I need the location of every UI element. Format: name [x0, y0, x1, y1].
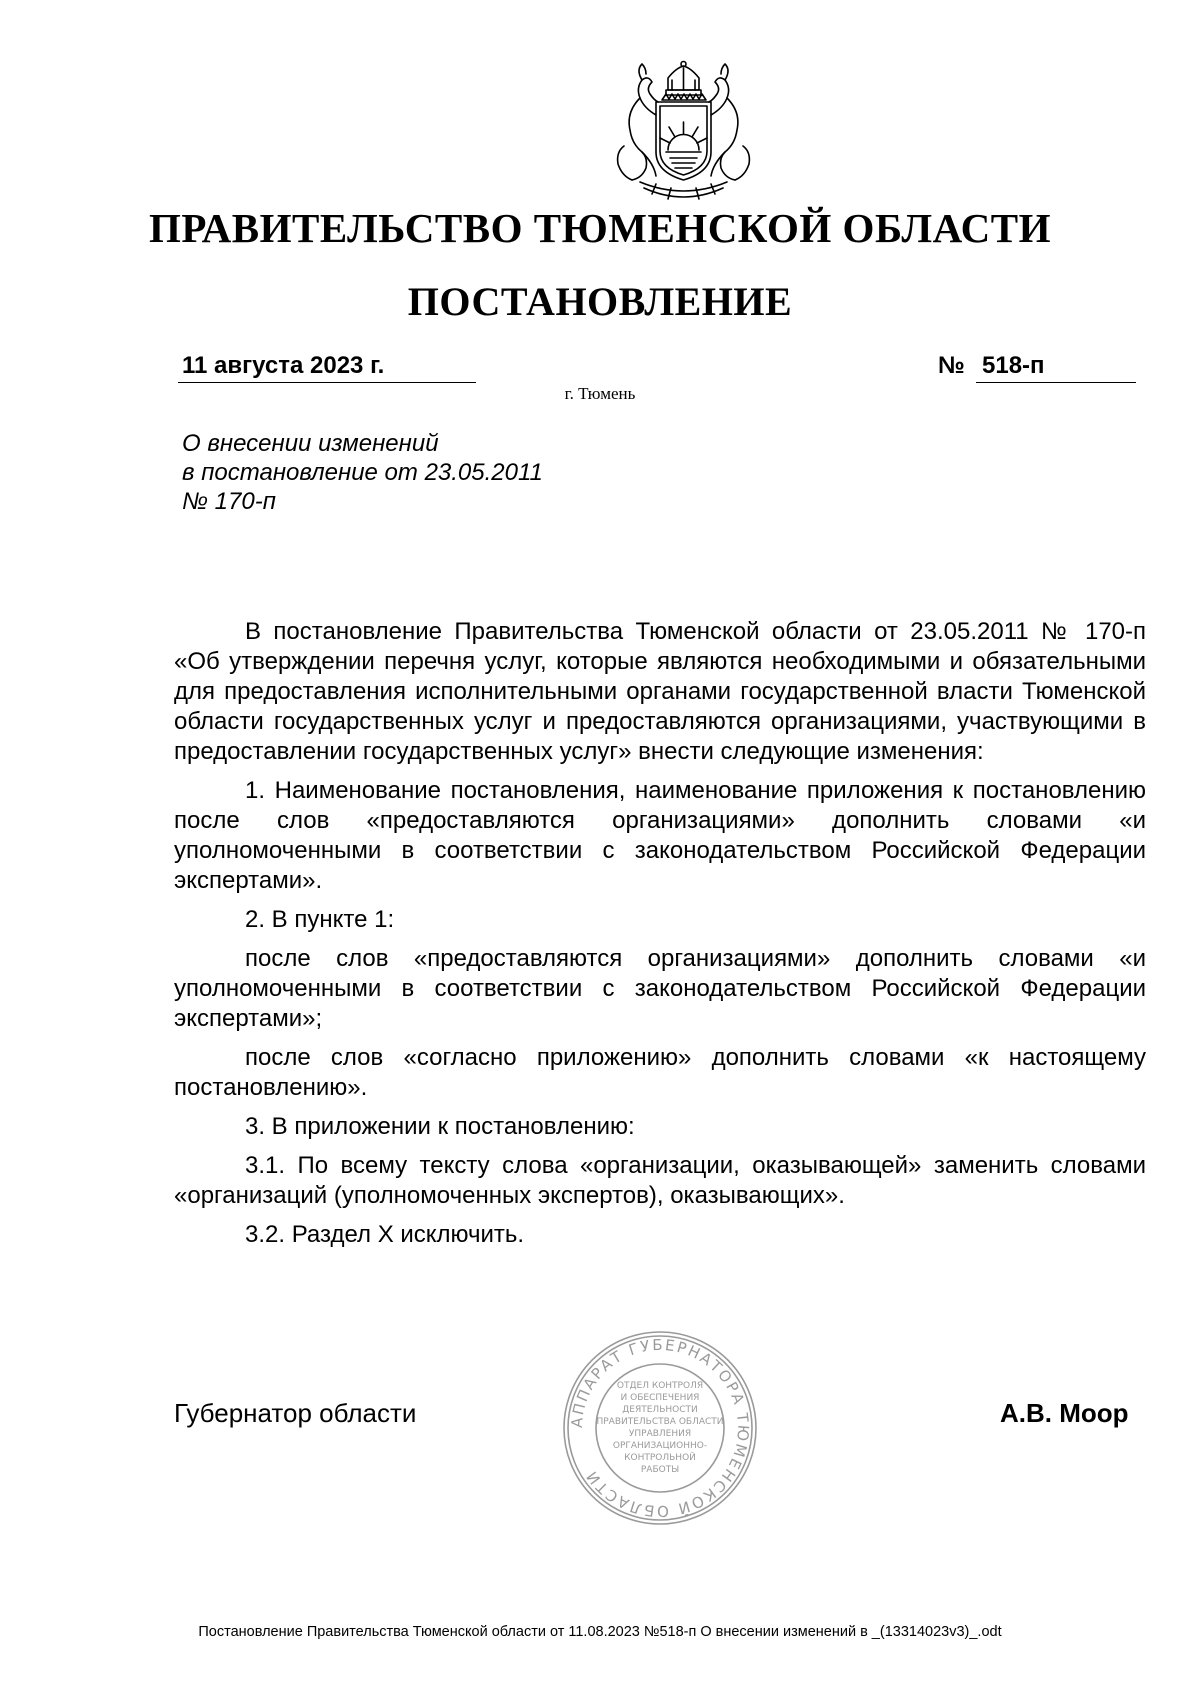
svg-text:ОРГАНИЗАЦИОННО-: ОРГАНИЗАЦИОННО-: [612, 1441, 708, 1451]
body-paragraph: 2. В пункте 1:: [245, 906, 395, 933]
document-city: г. Тюмень: [564, 384, 636, 403]
document-number-label: №: [938, 352, 965, 379]
svg-text:УПРАВЛЕНИЯ: УПРАВЛЕНИЯ: [628, 1429, 692, 1439]
body-paragraph: 1. Наименование постановления, наименование приложения к постановлению после слов «предоставляются организациями» дополнить словами «и уполномоченными в соответствии с законодательством Российской Федерации экспертами».: [174, 777, 1146, 894]
svg-text:ОТДЕЛ КОНТРОЛЯ: ОТДЕЛ КОНТРОЛЯ: [616, 1381, 704, 1391]
body-paragraph: 3.1. По всему тексту слова «организации, оказывающей» заменить словами «организаций (уполномоченных экспертов), оказывающих».: [174, 1152, 1146, 1209]
signatory-position: Губернатор области: [174, 1398, 417, 1428]
body-paragraph: 3.2. Раздел X исключить.: [245, 1221, 525, 1248]
body-paragraph: после слов «предоставляются организациями» дополнить словами «и уполномоченными в соответствии с законодательством Российской Федерации экспертами»;: [174, 945, 1146, 1032]
body-paragraph: 3. В приложении к постановлению:: [245, 1113, 635, 1140]
svg-text:РАБОТЫ: РАБОТЫ: [640, 1465, 680, 1475]
svg-text:ПРАВИТЕЛЬСТВА ОБЛАСТИ: ПРАВИТЕЛЬСТВА ОБЛАСТИ: [596, 1417, 724, 1427]
body-paragraph: после слов «согласно приложению» дополнить словами «к настоящему постановлению».: [174, 1044, 1146, 1101]
seal-ring-text: АППАРАТ ГУБЕРНАТОРА ТЮМЕНСКОЙ ОБЛАСТИ: [567, 1335, 753, 1521]
coat-of-arms-icon: [596, 60, 771, 205]
document-date: 11 августа 2023 г.: [178, 352, 476, 383]
signatory-name: А.В. Моор: [1000, 1398, 1129, 1428]
document-number: 518-п: [976, 352, 1136, 383]
svg-text:ДЕЯТЕЛЬНОСТИ: ДЕЯТЕЛЬНОСТИ: [622, 1405, 698, 1415]
document-subject: [182, 429, 682, 516]
government-title: ПРАВИТЕЛЬСТВО ТЮМЕНСКОЙ ОБЛАСТИ: [148, 205, 1051, 251]
document-type-title: ПОСТАНОВЛЕНИЕ: [407, 279, 793, 324]
svg-text:И ОБЕСПЕЧЕНИЯ: И ОБЕСПЕЧЕНИЯ: [620, 1393, 700, 1403]
subject-line: в постановление от 23.05.2011: [182, 459, 543, 486]
document-body: [174, 617, 1146, 1259]
file-footer: Постановление Правительства Тюменской области от 11.08.2023 №518-п О внесении изменений в _(13314023v3)_.odt: [198, 1624, 1002, 1640]
subject-line: № 170-п: [182, 488, 276, 515]
body-paragraph: В постановление Правительства Тюменской области от 23.05.2011 № 170-п «Об утверждении перечня услуг, которые являются необходимыми и обязательными для предоставления исполнительными органами государственной власти Тюменской области государственных услуг и предоставляются организациями, участвующими в предоставлении государственных услуг» внести следующие изменения:: [174, 618, 1146, 765]
official-seal-icon: [560, 1328, 760, 1528]
subject-line: О внесении изменений: [182, 430, 439, 457]
svg-text:КОНТРОЛЬНОЙ: КОНТРОЛЬНОЙ: [624, 1453, 696, 1463]
